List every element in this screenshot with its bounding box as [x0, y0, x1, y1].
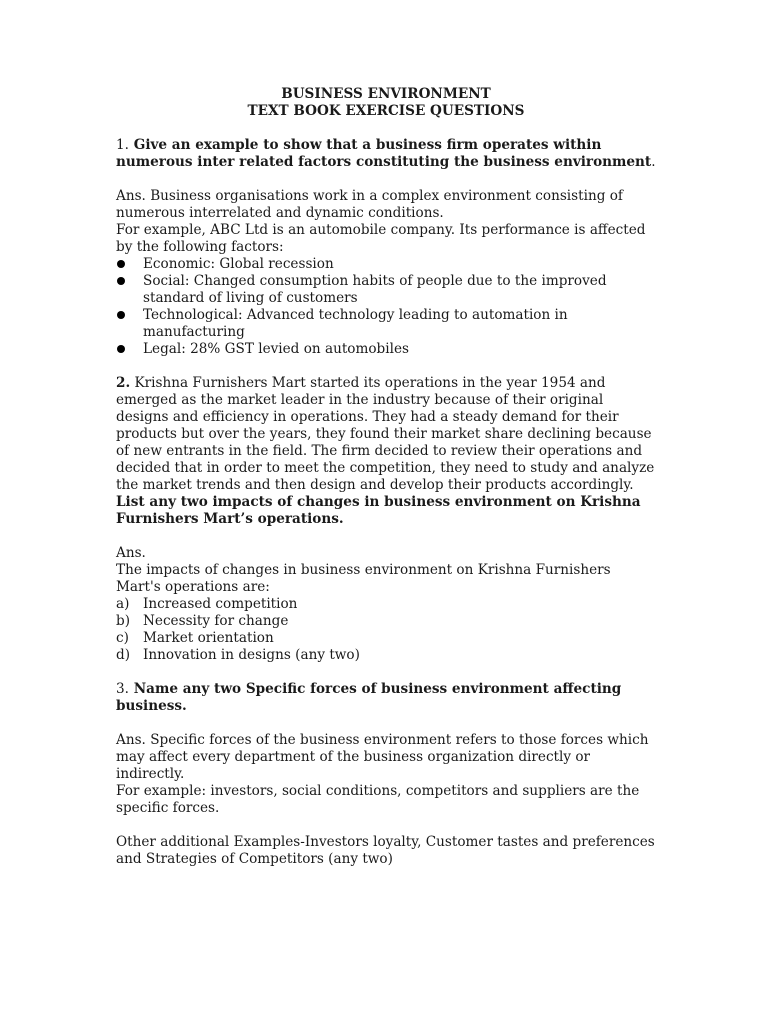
list-item: b) Necessity for change [116, 613, 289, 629]
question-2 [116, 375, 656, 528]
question-1 [116, 137, 656, 171]
list-marker: d) [116, 647, 131, 663]
question-3-text: Name any two Specific forces of business environment affecting business. [116, 681, 622, 714]
document-title-line-2: TEXT BOOK EXERCISE QUESTIONS [247, 103, 525, 119]
question-1-text: Give an example to show that a business firm operates within numerous inter related factors constituting the business environment [116, 137, 652, 170]
list-item: Technological: Advanced technology leading to automation in manufacturing [116, 307, 656, 341]
list-marker: b) [116, 613, 131, 629]
answer-2-intro: The impacts of changes in business environment on Krishna Furnishers Mart's operations are: [116, 562, 611, 595]
question-1-end: . [651, 154, 656, 170]
answer-3-intro: Ans. Specific forces of the business environment refers to those forces which may affect every department of the business organization directly or indirectly. [116, 732, 649, 782]
list-item: Social: Changed consumption habits of people due to the improved standard of living of customers [116, 273, 656, 307]
bullet-icon [117, 277, 125, 285]
answer-1-bullet-list [116, 256, 656, 358]
list-marker: a) [116, 596, 130, 612]
list-item: a) Increased competition [116, 596, 298, 612]
question-3 [116, 681, 656, 715]
answer-2-label: Ans. [116, 545, 146, 561]
answer-3-additional: Other additional Examples-Investors loyalty, Customer tastes and preferences and Strategies of Competitors (any two) [116, 834, 655, 867]
bullet-icon [117, 260, 125, 268]
bullet-icon [117, 311, 125, 319]
list-item: Economic: Global recession [116, 256, 656, 273]
document-title-line-1: BUSINESS ENVIRONMENT [281, 86, 491, 102]
list-item: c) Market orientation [116, 630, 274, 646]
answer-2-list [116, 596, 656, 664]
list-marker: c) [116, 630, 129, 646]
list-item: Legal: 28% GST levied on automobiles [116, 341, 656, 358]
question-3-number: 3. [116, 681, 129, 697]
document-page [116, 86, 656, 868]
answer-1-intro: Ans. Business organisations work in a complex environment consisting of numerous interrelated and dynamic conditions. [116, 188, 623, 221]
answer-3-example: For example: investors, social conditions, competitors and suppliers are the specific forces. [116, 783, 640, 816]
question-1-number: 1. [116, 137, 129, 153]
question-2-text: List any two impacts of changes in business environment on Krishna Furnishers Mart’s operations. [116, 494, 641, 527]
list-item: d) Innovation in designs (any two) [116, 647, 360, 663]
bullet-icon [117, 345, 125, 353]
question-2-number: 2. [116, 375, 131, 391]
question-2-context: Krishna Furnishers Mart started its operations in the year 1954 and emerged as the market leader in the industry because of their original designs and efficiency in operations. They had a steady demand for their products but over the years, they found their market share declining because of new entrants in the field. The firm decided to review their operations and decided that in order to meet the competition, they need to study and analyze the market trends and then design and develop their products accordingly. [116, 375, 655, 493]
answer-1-example: For example, ABC Ltd is an automobile company. Its performance is affected by the following factors: [116, 222, 646, 255]
